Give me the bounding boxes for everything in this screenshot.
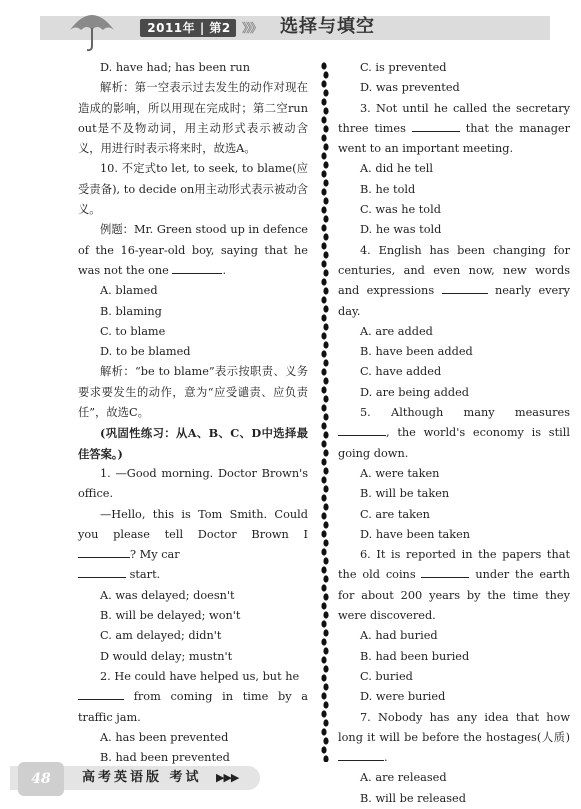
- divider-dot: [323, 161, 328, 168]
- text-line: [78, 687, 308, 728]
- text-line: [338, 362, 570, 382]
- line-text: B. blaming: [100, 304, 162, 318]
- line-text: A. was delayed; doesn't: [100, 588, 235, 602]
- text-line: [78, 667, 308, 687]
- answer-blank: [442, 282, 488, 294]
- answer-blank: [172, 262, 222, 274]
- divider-dot: [321, 584, 326, 591]
- text-line: [78, 159, 308, 220]
- divider-dot: [323, 197, 328, 204]
- divider-dot: [321, 422, 326, 429]
- divider-dot: [323, 395, 328, 402]
- answer-blank: [412, 120, 460, 132]
- text-line: [338, 647, 570, 667]
- text-line: [338, 464, 570, 484]
- divider-dot: [323, 251, 328, 258]
- divider-dot: [321, 728, 326, 735]
- line-text-after: start.: [126, 568, 161, 582]
- line-text: B. had been prevented: [100, 751, 230, 765]
- divider-dot: [323, 233, 328, 240]
- text-line: [78, 281, 308, 301]
- divider-dot: [321, 710, 326, 717]
- text-line: [78, 464, 308, 505]
- text-line: [338, 383, 570, 403]
- divider-dot: [323, 431, 328, 438]
- line-text: A. are released: [360, 771, 447, 785]
- divider-dot: [321, 476, 326, 483]
- line-text: B. will be delayed; won't: [100, 609, 241, 623]
- line-text: A. did he tell: [360, 162, 434, 176]
- line-text-after: , the world's economy is still going down.: [338, 426, 570, 460]
- right-column: [338, 58, 570, 809]
- divider-dot: [323, 593, 328, 600]
- divider-dot: [323, 611, 328, 618]
- divider-dot: [323, 179, 328, 186]
- line-text-after: that the manager went to an important meeting.: [338, 121, 571, 156]
- divider-dot: [321, 368, 326, 375]
- divider-dot: [321, 116, 326, 123]
- line-text-after: .: [384, 751, 388, 765]
- line-text-after: ? My car: [130, 548, 180, 562]
- divider-dot: [323, 575, 328, 582]
- line-text: 7. Nobody has any idea that how long it will be before the hostages(人质): [338, 710, 570, 744]
- text-line: [78, 505, 308, 566]
- line-text: (巩固性练习：从A、B、C、D中选择最佳答案。): [78, 426, 308, 461]
- divider-dot: [321, 332, 326, 339]
- divider-dot: [323, 125, 328, 132]
- line-text: 2. He could have helped us, but he: [100, 669, 300, 683]
- line-text: C. are taken: [360, 507, 430, 521]
- answer-blank: [78, 546, 130, 558]
- line-text: D. were buried: [360, 690, 446, 704]
- page-number: 48: [18, 762, 64, 796]
- divider-dot: [321, 296, 326, 303]
- divider-dot: [321, 530, 326, 537]
- text-line: [338, 180, 570, 200]
- divider-dot: [323, 71, 328, 78]
- divider-dot: [323, 719, 328, 726]
- line-text: D. he was told: [360, 223, 442, 237]
- divider-dot: [321, 458, 326, 465]
- divider-dot: [321, 566, 326, 573]
- text-line: [338, 78, 570, 98]
- line-text: B. will be taken: [360, 487, 450, 501]
- page-header: [0, 0, 581, 52]
- divider-dot: [323, 485, 328, 492]
- line-text: 5. Although many measures: [360, 406, 570, 420]
- line-text: D. to be blamed: [100, 345, 191, 359]
- divider-dot: [321, 314, 326, 321]
- divider-dot: [323, 305, 328, 312]
- divider-dot: [321, 98, 326, 105]
- text-line: [338, 525, 570, 545]
- divider-dot: [321, 656, 326, 663]
- line-text: A. had buried: [360, 629, 438, 643]
- text-line: [338, 687, 570, 707]
- line-text: C. is prevented: [360, 61, 447, 74]
- magazine-title: 高考英语版 考试: [82, 770, 202, 785]
- text-line: [338, 200, 570, 220]
- text-line: [78, 220, 308, 281]
- divider-dot: [323, 107, 328, 114]
- section-title: 选择与填空: [280, 16, 375, 37]
- line-text: D would delay; mustn't: [100, 649, 233, 663]
- text-line: [338, 484, 570, 504]
- divider-dot: [321, 440, 326, 447]
- chevron-icon: 》》》: [242, 21, 261, 35]
- line-text: C. have added: [360, 365, 442, 379]
- line-text: D. are being added: [360, 385, 469, 399]
- text-line: [78, 565, 308, 585]
- line-text: 解析：“be to blame”表示按职责、义务要求要发生的动作，意为“应受谴责、应负责任”，故选C。: [78, 365, 308, 420]
- text-line: [338, 403, 570, 464]
- divider-dot: [321, 602, 326, 609]
- text-line: [78, 647, 308, 667]
- divider-dot: [323, 665, 328, 672]
- text-line: [338, 342, 570, 362]
- divider-dot: [321, 620, 326, 627]
- divider-dot: [323, 323, 328, 330]
- text-line: [78, 728, 308, 748]
- line-text: 解析：第一空表示过去发生的动作对现在造成的影响，所以用现在完成时；第二空run out是不及物动词，用主动形式表示被动含义，用进行时表示将来时，故选A。: [78, 81, 308, 156]
- divider-dot: [323, 737, 328, 744]
- text-line: [338, 58, 570, 78]
- divider-dot: [323, 377, 328, 384]
- divider-dot: [321, 692, 326, 699]
- line-text: 6. It is reported in the papers that the old coins: [338, 548, 570, 582]
- text-line: [338, 99, 570, 160]
- divider-dot: [323, 539, 328, 546]
- text-line: [78, 606, 308, 626]
- text-line: [78, 586, 308, 606]
- divider-dot: [323, 557, 328, 564]
- page-footer: [0, 756, 581, 800]
- divider-dot: [323, 341, 328, 348]
- line-text: A. has been prevented: [100, 730, 229, 744]
- arrows-icon: ▶▶▶: [216, 771, 239, 784]
- text-line: [338, 505, 570, 525]
- divider-dot: [323, 359, 328, 366]
- column-divider: [320, 62, 330, 762]
- line-text: B. have been added: [360, 345, 473, 359]
- answer-blank: [78, 566, 126, 578]
- text-line: [78, 362, 308, 423]
- umbrella-icon: [66, 6, 118, 52]
- text-line: [338, 220, 570, 240]
- line-text-after: from coming in time by a traffic jam.: [78, 690, 308, 724]
- divider-dot: [323, 89, 328, 96]
- text-line: [338, 545, 570, 626]
- text-line: [78, 322, 308, 342]
- text-line: [338, 667, 570, 687]
- text-line: [338, 322, 570, 342]
- divider-dot: [323, 413, 328, 420]
- divider-dot: [323, 467, 328, 474]
- divider-dot: [321, 548, 326, 555]
- text-line: [78, 423, 308, 464]
- divider-dot: [323, 647, 328, 654]
- text-line: [338, 626, 570, 646]
- divider-dot: [323, 143, 328, 150]
- divider-dot: [323, 215, 328, 222]
- line-text-after: under the earth for about 200 years by the time they were discovered.: [338, 568, 570, 623]
- line-text: C. am delayed; didn't: [100, 629, 222, 643]
- line-text: 1. —Good morning. Doctor Brown's office.: [78, 466, 308, 501]
- answer-blank: [78, 688, 124, 700]
- divider-dot: [323, 449, 328, 456]
- line-text-after: .: [222, 263, 227, 277]
- line-text: D. have been taken: [360, 527, 471, 541]
- line-text: C. buried: [360, 669, 413, 683]
- answer-blank: [338, 424, 386, 436]
- text-line: [78, 58, 308, 78]
- line-text: D. have had; has been run: [100, 61, 250, 74]
- divider-dot: [323, 521, 328, 528]
- line-text: C. to blame: [100, 324, 166, 338]
- issue-label: 2011年 | 第2期: [147, 21, 231, 53]
- divider-dot: [321, 350, 326, 357]
- line-text: 3. Not until he called the secretary three times: [338, 101, 570, 135]
- divider-dot: [321, 746, 326, 753]
- text-line: [78, 78, 308, 159]
- divider-dot: [323, 683, 328, 690]
- line-text: B. will be released: [360, 791, 466, 805]
- text-line: [78, 302, 308, 322]
- divider-dot: [321, 674, 326, 681]
- line-text: A. blamed: [100, 284, 158, 298]
- answer-blank: [421, 566, 469, 578]
- text-line: [78, 342, 308, 362]
- divider-dot: [321, 80, 326, 87]
- divider-dot: [321, 170, 326, 177]
- line-text: —Hello, this is Tom Smith. Could you please tell Doctor Brown I: [78, 507, 308, 541]
- divider-dot: [323, 629, 328, 636]
- divider-dot: [321, 134, 326, 141]
- divider-dot: [321, 242, 326, 249]
- divider-dot: [323, 269, 328, 276]
- line-text: D. was prevented: [360, 81, 460, 95]
- text-line: [78, 626, 308, 646]
- divider-dot: [321, 386, 326, 393]
- line-text: C. was he told: [360, 203, 441, 217]
- line-text: 4. English has been changing for centuries, and even now, new words and expressions: [338, 243, 570, 298]
- line-text: B. had been buried: [360, 649, 470, 663]
- line-text-after: nearly every day.: [338, 284, 571, 318]
- divider-dot: [323, 287, 328, 294]
- divider-dot: [323, 701, 328, 708]
- divider-dot: [321, 638, 326, 645]
- divider-dot: [321, 152, 326, 159]
- divider-dot: [321, 494, 326, 501]
- divider-dot: [321, 260, 326, 267]
- text-line: [338, 241, 570, 322]
- line-text: B. he told: [360, 182, 416, 196]
- divider-dot: [321, 404, 326, 411]
- left-column: [78, 58, 308, 768]
- line-text: A. were taken: [360, 466, 440, 480]
- divider-dot: [321, 188, 326, 195]
- divider-dot: [321, 278, 326, 285]
- line-text: 10. 不定式to let, to seek, to blame(应受责备), to decide on用主动形式表示被动含义。: [78, 162, 308, 217]
- divider-dot: [321, 62, 326, 69]
- divider-dot: [323, 503, 328, 510]
- divider-dot: [321, 206, 326, 213]
- divider-dot: [321, 512, 326, 519]
- text-line: [338, 159, 570, 179]
- line-text: 例题：Mr. Green stood up in defence of the 16-year-old boy, saying that he was not the one: [78, 223, 308, 277]
- line-text: A. are added: [360, 324, 433, 338]
- divider-dot: [321, 224, 326, 231]
